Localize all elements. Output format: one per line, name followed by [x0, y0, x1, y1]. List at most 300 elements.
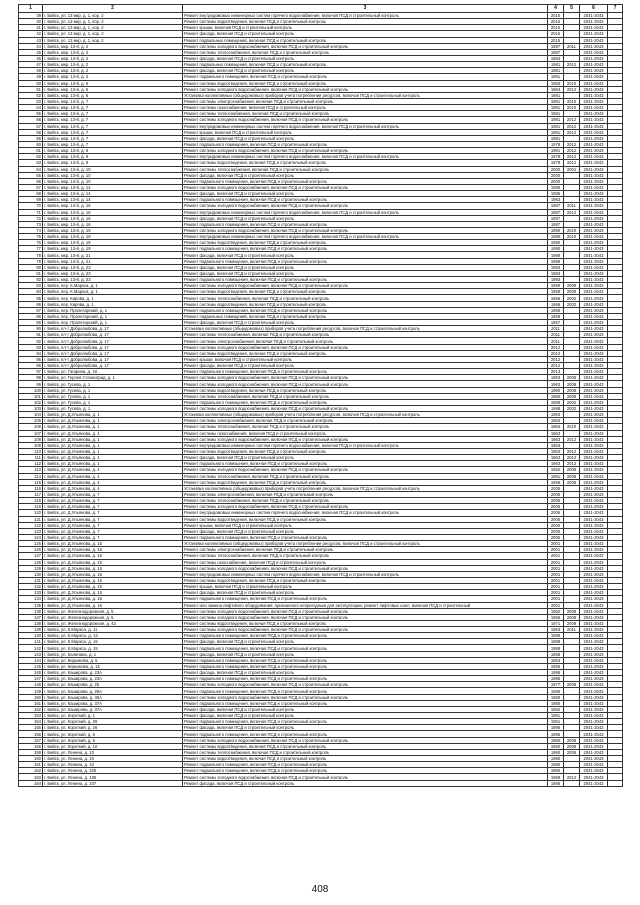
row-number-cell: 145: [19, 663, 43, 669]
year-built-cell: 1981: [548, 719, 564, 725]
planned-period-cell: 2041-2043: [580, 651, 608, 657]
year-built-cell: 1990: [548, 234, 564, 240]
planned-period-cell: 2041-2043: [580, 700, 608, 706]
work-type-cell: Ремонт подвального помещения, включая ПСД и строительный контроль: [183, 596, 548, 602]
row-number-cell: 90: [19, 326, 43, 332]
work-type-cell: Ремонт фасада, включая ПСД и строительный контроль: [183, 55, 548, 61]
planned-period-cell: 2041-2043: [580, 148, 608, 154]
work-type-cell: Ремонт системы холодного водоснабжения, включая ПСД и строительный контроль: [183, 86, 548, 92]
row-number-cell: 73: [19, 221, 43, 227]
year-built-cell: 1989: [548, 252, 564, 258]
work-type-cell: Ремонт фасада, включая ПСД и строительный контроль: [183, 270, 548, 276]
row-number-cell: 133: [19, 590, 43, 596]
address-cell: г. Бийск, мкр. 13-й, д. 2: [43, 68, 183, 74]
row-number-cell: 43: [19, 37, 43, 43]
planned-period-cell: 2041-2043: [580, 504, 608, 510]
row-number-cell: 63: [19, 160, 43, 166]
planned-period-cell: 2041-2043: [580, 620, 608, 626]
work-type-cell: Ремонт подвального помещения, включая ПСД и строительный контроль: [183, 74, 548, 80]
header-cell: 4: [548, 5, 564, 13]
row-number-cell: 59: [19, 135, 43, 141]
work-type-cell: Ремонт системы газоснабжения, включая ПСД и строительный контроль: [183, 105, 548, 111]
work-type-cell: Ремонт крыши, включая ПСД и строительный контроль: [183, 522, 548, 528]
address-cell: г. Бийск, ул. Железнодорожная, д. 5: [43, 614, 183, 620]
last-repair-year-cell: 2012: [564, 209, 580, 215]
year-built-cell: 2005: [548, 522, 564, 528]
work-type-cell: Ремонт внутридомовых инженерных систем горячего водоснабжения, включая ПСД и строительный контроль: [183, 13, 548, 19]
work-type-cell: Ремонт подвального помещения, включая ПСД и строительный контроль: [183, 141, 548, 147]
year-built-cell: 1993: [548, 264, 564, 270]
table-body: [19, 5, 623, 787]
year-built-cell: 1963: [548, 375, 564, 381]
planned-period-cell: 2041-2043: [580, 719, 608, 725]
row-number-cell: 130: [19, 571, 43, 577]
year-built-cell: 2005: [548, 504, 564, 510]
work-type-cell: Ремонт подвальных помещений, включая ПСД и строительный контроль: [183, 37, 548, 43]
address-cell: г. Бийск, мкр. 13-й, д. 6: [43, 80, 183, 86]
work-type-cell: Ремонт системы водоотведения, включая ПСД и строительный контроль: [183, 516, 548, 522]
work-type-cell: Ремонт фасада, включая ПСД и строительный контроль: [183, 135, 548, 141]
last-repair-year-cell: 2008: [564, 467, 580, 473]
planned-period-cell: 2041-2043: [580, 448, 608, 454]
planned-period-cell: 2041-2043: [580, 338, 608, 344]
address-cell: г. Бийск, мкр. 13-й, д. 7: [43, 141, 183, 147]
planned-period-cell: 2041-2043: [580, 645, 608, 651]
planned-period-cell: 2041-2043: [580, 731, 608, 737]
year-built-cell: 1959: [548, 289, 564, 295]
address-cell: г. Бийск, ул. Д.Ульянова, д. 1: [43, 436, 183, 442]
work-type-cell: Ремонт системы водоотведения, включая ПСД и строительный контроль: [183, 80, 548, 86]
work-type-cell: Ремонт подвальных помещений, включая ПСД и строительный контроль: [183, 313, 548, 319]
row-number-cell: 159: [19, 749, 43, 755]
row-number-cell: 99: [19, 381, 43, 387]
address-cell: г. Бийск, ул. К.Маркса, д. 15: [43, 639, 183, 645]
planned-period-cell: 2041-2043: [580, 688, 608, 694]
row-number-cell: 110: [19, 448, 43, 454]
last-repair-year-cell: 2009: [564, 393, 580, 399]
planned-period-cell: 2041-2043: [580, 725, 608, 731]
address-cell: г. Бийск, ул. 13 мкр, д. 1, кор. 2: [43, 13, 183, 19]
address-cell: г. Бийск, ул. Д.Ульянова, д. 1: [43, 412, 183, 418]
year-built-cell: 1990: [548, 227, 564, 233]
last-repair-year-cell: 2008: [564, 473, 580, 479]
row-number-cell: 103: [19, 406, 43, 412]
planned-period-cell: 2041-2043: [580, 117, 608, 123]
year-built-cell: 2015: [548, 25, 564, 31]
year-built-cell: 2000: [548, 166, 564, 172]
year-built-cell: 1990: [548, 240, 564, 246]
address-cell: г. Бийск, мкр. 13-й, д. 14: [43, 197, 183, 203]
header-cell: 7: [608, 5, 623, 13]
year-built-cell: 2005: [548, 510, 564, 516]
planned-period-cell: 2041-2043: [580, 706, 608, 712]
row-number-cell: 107: [19, 430, 43, 436]
work-type-cell: Ремонт системы водоотведения, включая ПСД и строительный контроль: [183, 240, 548, 246]
address-cell: г. Бийск, пер. Кирова, д. 1: [43, 301, 183, 307]
address-cell: г. Бийск, ул. 13 мкр, д. 1, кор. 2: [43, 37, 183, 43]
work-type-cell: Ремонт фасада, включая ПСД и строительный контроль: [183, 455, 548, 461]
row-number-cell: 94: [19, 350, 43, 356]
row-number-cell: 49: [19, 74, 43, 80]
planned-period-cell: 2041-2043: [580, 37, 608, 43]
planned-period-cell: 2041-2043: [580, 455, 608, 461]
work-type-cell: Ремонт системы теплоснабжения, включая ПСД и строительный контроль: [183, 49, 548, 55]
planned-period-cell: 2041-2043: [580, 258, 608, 264]
year-built-cell: 1981: [548, 713, 564, 719]
row-number-cell: 75: [19, 234, 43, 240]
row-number-cell: 143: [19, 651, 43, 657]
address-cell: г. Бийск, мкр. 13-й, д. 16: [43, 203, 183, 209]
address-cell: г. Бийск, ул. Ленина, д. 10: [43, 756, 183, 762]
work-type-cell: Ремонт внутридомовых инженерных систем горячего водоснабжения, включая ПСД и строительный контроль: [183, 571, 548, 577]
planned-period-cell: 2041-2043: [580, 608, 608, 614]
address-cell: г. Бийск, ул. Д.Ульянова, д. 7: [43, 528, 183, 534]
work-type-cell: Ремонт подвального помещения, включая ПСД и строительный контроль: [183, 307, 548, 313]
address-cell: г. Бийск, мкр. 13-й, д. 7: [43, 129, 183, 135]
year-built-cell: 2005: [548, 485, 564, 491]
row-number-cell: 68: [19, 191, 43, 197]
planned-period-cell: 2041-2043: [580, 713, 608, 719]
row-number-cell: 62: [19, 154, 43, 160]
planned-period-cell: 2041-2043: [580, 240, 608, 246]
address-cell: г. Бийск, ул. Каширова, д. 23А: [43, 670, 183, 676]
row-number-cell: 83: [19, 283, 43, 289]
planned-period-cell: 2041-2043: [580, 19, 608, 25]
year-built-cell: 1960: [548, 393, 564, 399]
year-built-cell: 1963: [548, 424, 564, 430]
address-cell: г. Бийск, мкр. 13-й, д. 8: [43, 148, 183, 154]
planned-period-cell: 2041-2043: [580, 633, 608, 639]
work-type-cell: Ремонт подвального помещения, включая ПСД и строительный контроль: [183, 768, 548, 774]
row-number-cell: 128: [19, 559, 43, 565]
planned-period-cell: 2041-2043: [580, 320, 608, 326]
address-cell: г. Бийск, пл-т Добролюбова, д. 17: [43, 332, 183, 338]
row-number-cell: 132: [19, 584, 43, 590]
planned-period-cell: 2041-2043: [580, 264, 608, 270]
planned-period-cell: 2041-2043: [580, 74, 608, 80]
planned-period-cell: 2041-2043: [580, 749, 608, 755]
last-repair-year-cell: 2001: [564, 166, 580, 172]
row-number-cell: 135: [19, 602, 43, 608]
planned-period-cell: 2041-2043: [580, 590, 608, 596]
row-number-cell: 57: [19, 123, 43, 129]
planned-period-cell: 2041-2043: [580, 473, 608, 479]
address-cell: г. Бийск, ул. Гусева, д. 1: [43, 406, 183, 412]
planned-period-cell: 2041-2043: [580, 197, 608, 203]
address-cell: г. Бийск, ул. Ленина, д. 105: [43, 768, 183, 774]
address-cell: г. Бийск, мкр. 13-й, д. 19: [43, 240, 183, 246]
row-number-cell: 40: [19, 19, 43, 25]
year-built-cell: 1963: [548, 418, 564, 424]
work-type-cell: Ремонт системы холодного водоснабжения, включая ПСД и строительный контроль: [183, 203, 548, 209]
address-cell: г. Бийск, ул. Д.Ульянова, д. 16: [43, 602, 183, 608]
address-cell: г. Бийск, мкр. 13-й, д. 19: [43, 234, 183, 240]
last-repair-year-cell: 2012: [564, 117, 580, 123]
planned-period-cell: 2041-2043: [580, 406, 608, 412]
year-built-cell: 2013: [548, 369, 564, 375]
row-number-cell: 105: [19, 418, 43, 424]
planned-period-cell: 2041-2043: [580, 522, 608, 528]
planned-period-cell: 2041-2043: [580, 694, 608, 700]
year-built-cell: 1987: [548, 49, 564, 55]
work-type-cell: Ремонт системы холодного водоснабжения, включая ПСД и строительный контроль: [183, 375, 548, 381]
row-number-cell: 164: [19, 780, 43, 786]
year-built-cell: 1984: [548, 55, 564, 61]
planned-period-cell: 2041-2043: [580, 191, 608, 197]
planned-period-cell: 2041-2043: [580, 356, 608, 362]
work-type-cell: Ремонт фасада, включая ПСД и строительный контроль: [183, 320, 548, 326]
address-cell: г. Бийск, пер. Пролетарский, д. 1: [43, 313, 183, 319]
work-type-cell: Ремонт системы теплоснабжения, включая ПСД и строительный контроль: [183, 393, 548, 399]
work-type-cell: Ремонт системы водоотведения, включая ПСД и строительный контроль: [183, 577, 548, 583]
address-cell: г. Бийск, ул. Каширова, д. 37А: [43, 706, 183, 712]
year-built-cell: 1959: [548, 307, 564, 313]
year-built-cell: 1978: [548, 154, 564, 160]
address-cell: г. Бийск, ул. Д.Ульянова, д. 15: [43, 541, 183, 547]
year-built-cell: 1981: [548, 129, 564, 135]
address-cell: г. Бийск, ул. Каширова, д. 23А: [43, 676, 183, 682]
year-built-cell: 2015: [548, 31, 564, 37]
year-built-cell: 2011: [548, 332, 564, 338]
work-type-cell: Ремонт подвального помещения, включая ПСД и строительный контроль: [183, 688, 548, 694]
row-number-cell: 79: [19, 258, 43, 264]
year-built-cell: 1986: [548, 780, 564, 786]
row-number-cell: 58: [19, 129, 43, 135]
year-built-cell: 1977: [548, 682, 564, 688]
row-number-cell: 86: [19, 301, 43, 307]
work-type-cell: Ремонт фасада, включая ПСД и строительный контроль: [183, 264, 548, 270]
planned-period-cell: 2041-2043: [580, 221, 608, 227]
work-type-cell: Ремонт системы холодного водоснабжения, включая ПСД и строительный контроль: [183, 694, 548, 700]
planned-period-cell: 2041-2043: [580, 215, 608, 221]
year-built-cell: 2005: [548, 534, 564, 540]
planned-period-cell: 2041-2043: [580, 62, 608, 68]
planned-period-cell: 2041-2043: [580, 43, 608, 49]
year-built-cell: 1988: [548, 645, 564, 651]
planned-period-cell: 2041-2043: [580, 55, 608, 61]
planned-period-cell: 2041-2043: [580, 375, 608, 381]
work-type-cell: Ремонт фасада, включая ПСД и строительный контроль: [183, 528, 548, 534]
row-number-cell: 129: [19, 565, 43, 571]
planned-period-cell: 2041-2043: [580, 596, 608, 602]
address-cell: г. Бийск, ул. Д.Ульянова, д. 4: [43, 485, 183, 491]
row-number-cell: 106: [19, 424, 43, 430]
last-repair-year-cell: 2002: [564, 301, 580, 307]
planned-period-cell: 2041-2043: [580, 774, 608, 780]
address-cell: г. Бийск, ул. Гагарина, д. 18: [43, 369, 183, 375]
planned-period-cell: 2041-2043: [580, 123, 608, 129]
year-built-cell: 2005: [548, 491, 564, 497]
address-cell: г. Бийск, ул. 13 мкр, д. 1, кор. 2: [43, 19, 183, 25]
last-repair-year-cell: 2013: [564, 461, 580, 467]
address-cell: г. Бийск, пер. К.Маркса, д. 1: [43, 283, 183, 289]
address-cell: г. Бийск, пл-т Добролюбова, д. 17: [43, 344, 183, 350]
address-cell: г. Бийск, ул. Д.Ульянова, д. 7: [43, 498, 183, 504]
work-type-cell: Ремонт фасада, включая ПСД и строительный контроль: [183, 713, 548, 719]
planned-period-cell: 2041-2043: [580, 399, 608, 405]
address-cell: г. Бийск, мкр. 13-й, д. 19: [43, 246, 183, 252]
address-cell: г. Бийск, ул. Гусева, д. 1: [43, 387, 183, 393]
planned-period-cell: 2041-2043: [580, 172, 608, 178]
address-cell: г. Бийск, мкр. 13-й, д. 19: [43, 227, 183, 233]
planned-period-cell: 2041-2043: [580, 663, 608, 669]
year-built-cell: 1987: [548, 43, 564, 49]
work-type-cell: Ремонт подвального помещения, включая ПСД и строительный контроль: [183, 246, 548, 252]
row-number-cell: 157: [19, 737, 43, 743]
year-built-cell: 1984: [548, 86, 564, 92]
year-built-cell: 1988: [548, 633, 564, 639]
year-built-cell: 1962: [548, 467, 564, 473]
address-cell: г. Бийск, мкр. 13-й, д. 7: [43, 135, 183, 141]
row-number-cell: 101: [19, 393, 43, 399]
row-number-cell: 140: [19, 633, 43, 639]
work-type-cell: Ремонт системы холодного водоснабжения, включая ПСД и строительный контроль: [183, 608, 548, 614]
last-repair-year-cell: 2008: [564, 387, 580, 393]
last-repair-year-cell: 2008: [564, 375, 580, 381]
year-built-cell: 1959: [548, 774, 564, 780]
last-repair-year-cell: 2012: [564, 160, 580, 166]
row-number-cell: 66: [19, 178, 43, 184]
work-type-cell: Ремонт подвального помещения, включая ПСД и строительный контроль: [183, 633, 548, 639]
work-type-cell: Ремонт системы холодного водоснабжения, включая ПСД и строительный контроль: [183, 381, 548, 387]
work-type-cell: Ремонт подвального помещения, включая ПСД и строительный контроль: [183, 663, 548, 669]
work-type-cell: Ремонт фасада, включая ПСД и строительный контроль: [183, 191, 548, 197]
planned-period-cell: 2041-2043: [580, 283, 608, 289]
address-cell: г. Бийск, ул. Д.Ульянова, д. 1: [43, 442, 183, 448]
work-type-cell: Установка коллективных (общедомовых) приборов учета потребления ресурсов, включая ПСД и строительный контроль: [183, 326, 548, 332]
last-repair-year-cell: 2012: [564, 123, 580, 129]
planned-period-cell: 2041-2043: [580, 166, 608, 172]
work-type-cell: Ремонт фасада, включая ПСД и строительный контроль: [183, 363, 548, 369]
year-built-cell: 1960: [548, 743, 564, 749]
work-type-cell: Ремонт системы холодного водоснабжения, включая ПСД и строительный контроль: [183, 227, 548, 233]
address-cell: г. Бийск, ул. К.Маркса, д. 13: [43, 633, 183, 639]
work-type-cell: Ремонт крыши, включая ПСД и строительный контроль: [183, 25, 548, 31]
planned-period-cell: 2041-2043: [580, 614, 608, 620]
row-number-cell: 48: [19, 68, 43, 74]
note-cell: [608, 780, 623, 786]
row-number-cell: 155: [19, 725, 43, 731]
row-number-cell: 142: [19, 645, 43, 651]
work-type-cell: Ремонт фасада, включая ПСД и строительный контроль: [183, 590, 548, 596]
row-number-cell: 52: [19, 92, 43, 98]
work-type-cell: Ремонт системы водоотведения, включая ПСД и строительный контроль: [183, 387, 548, 393]
year-built-cell: 1960: [548, 737, 564, 743]
work-type-cell: Ремонт системы водоотведения, включая ПСД и строительный контроль: [183, 448, 548, 454]
address-cell: г. Бийск, мкр. 13-й, д. 10: [43, 178, 183, 184]
address-cell: г. Бийск, ул. Д.Ульянова, д. 7: [43, 534, 183, 540]
year-built-cell: 2001: [548, 553, 564, 559]
year-built-cell: 2001: [548, 584, 564, 590]
row-number-cell: 45: [19, 49, 43, 55]
row-number-cell: 54: [19, 105, 43, 111]
planned-period-cell: 2041-2043: [580, 584, 608, 590]
address-cell: г. Бийск, ул. Д.Ульянова, д. 15: [43, 596, 183, 602]
last-repair-year-cell: 2012: [564, 436, 580, 442]
row-number-cell: 112: [19, 461, 43, 467]
work-type-cell: Ремонт фасада, включая ПСД и строительный контроль: [183, 706, 548, 712]
last-repair-year-cell: 2012: [564, 774, 580, 780]
last-repair-year-cell: 2008: [564, 479, 580, 485]
work-type-cell: Ремонт подвального помещения, включая ПСД и строительный контроль: [183, 178, 548, 184]
work-type-cell: Ремонт системы холодного водоснабжения, включая ПСД и строительный контроль: [183, 614, 548, 620]
year-built-cell: 1988: [548, 406, 564, 412]
row-number-cell: 95: [19, 356, 43, 362]
address-cell: г. Бийск, ул. Кирьякова, д. 15: [43, 663, 183, 669]
last-repair-year-cell: 2012: [564, 154, 580, 160]
planned-period-cell: 2041-2043: [580, 467, 608, 473]
address-cell: г. Бийск, мкр. 13-й, д. 10: [43, 166, 183, 172]
work-type-cell: Ремонт системы теплоснабжения, включая ПСД и строительный контроль: [183, 295, 548, 301]
work-type-cell: Ремонт системы водоотведения, включая ПСД и строительный контроль: [183, 160, 548, 166]
planned-period-cell: 2041-2043: [580, 442, 608, 448]
address-cell: г. Бийск, ул. 13 мкр, д. 1, кор. 2: [43, 25, 183, 31]
address-cell: г. Бийск, пер. Пролетарский, д. 1: [43, 320, 183, 326]
planned-period-cell: 2041-2043: [580, 289, 608, 295]
year-built-cell: 1961: [548, 473, 564, 479]
row-number-cell: 69: [19, 197, 43, 203]
row-number-cell: 150: [19, 694, 43, 700]
last-repair-year-cell: 2010: [564, 424, 580, 430]
address-cell: г. Бийск, ул. Каширова, д. 35А: [43, 694, 183, 700]
year-built-cell: 1988: [548, 639, 564, 645]
year-built-cell: 1981: [548, 123, 564, 129]
row-number-cell: 136: [19, 608, 43, 614]
year-built-cell: 1981: [548, 98, 564, 104]
year-built-cell: 1980: [548, 700, 564, 706]
year-built-cell: 1982: [548, 706, 564, 712]
row-number-cell: 56: [19, 117, 43, 123]
year-built-cell: 2001: [548, 571, 564, 577]
work-type-cell: Ремонт системы газоснабжения, включая ПСД и строительный контроль: [183, 430, 548, 436]
row-number-cell: 146: [19, 670, 43, 676]
address-cell: г. Бийск, мкр. 13-й, д. 2: [43, 74, 183, 80]
row-number-cell: 109: [19, 442, 43, 448]
address-cell: г. Бийск, мкр. 13-й, д. 10: [43, 172, 183, 178]
row-number-cell: 93: [19, 344, 43, 350]
planned-period-cell: 2041-2043: [580, 743, 608, 749]
address-cell: г. Бийск, ул. Д.Ульянова, д. 15: [43, 590, 183, 596]
year-built-cell: 1978: [548, 160, 564, 166]
planned-period-cell: 2041-2043: [580, 98, 608, 104]
work-type-cell: Ремонт системы холодного водоснабжения, включая ПСД и строительный контроль: [183, 406, 548, 412]
year-built-cell: 1986: [548, 688, 564, 694]
planned-period-cell: 2041-2043: [580, 510, 608, 516]
work-type-cell: Ремонт системы теплоснабжения, включая ПСД и строительный контроль: [183, 749, 548, 755]
address-cell: г. Бийск, ул. Д.Ульянова, д. 15: [43, 584, 183, 590]
year-built-cell: 1981: [548, 74, 564, 80]
row-number-cell: 127: [19, 553, 43, 559]
planned-period-cell: 2041-2043: [580, 209, 608, 215]
year-built-cell: 1993: [548, 277, 564, 283]
work-type-cell: Ремонт системы холодного водоснабжения, включая ПСД и строительный контроль: [183, 737, 548, 743]
work-type-cell: Ремонт системы холодного водоснабжения, включая ПСД и строительный контроль: [183, 344, 548, 350]
planned-period-cell: 2041-2043: [580, 430, 608, 436]
planned-period-cell: 2041-2043: [580, 737, 608, 743]
address-cell: г. Бийск, ул. Д.Ульянова, д. 15: [43, 559, 183, 565]
row-number-cell: 161: [19, 762, 43, 768]
address-cell: г. Бийск, ул. Короткий, д. 6: [43, 731, 183, 737]
year-built-cell: 2001: [548, 547, 564, 553]
row-number-cell: 60: [19, 141, 43, 147]
work-type-cell: Ремонт системы электроснабжения, включая ПСД и строительный контроль: [183, 418, 548, 424]
row-number-cell: 64: [19, 166, 43, 172]
planned-period-cell: 2041-2043: [580, 657, 608, 663]
work-type-cell: Ремонт внутридомовых инженерных систем горячего водоснабжения, включая ПСД и строительный контроль: [183, 442, 548, 448]
row-number-cell: 163: [19, 774, 43, 780]
address-cell: г. Бийск, ул. Короткий, д. 26: [43, 725, 183, 731]
work-type-cell: Ремонт системы холодного водоснабжения, включая ПСД и строительный контроль: [183, 504, 548, 510]
